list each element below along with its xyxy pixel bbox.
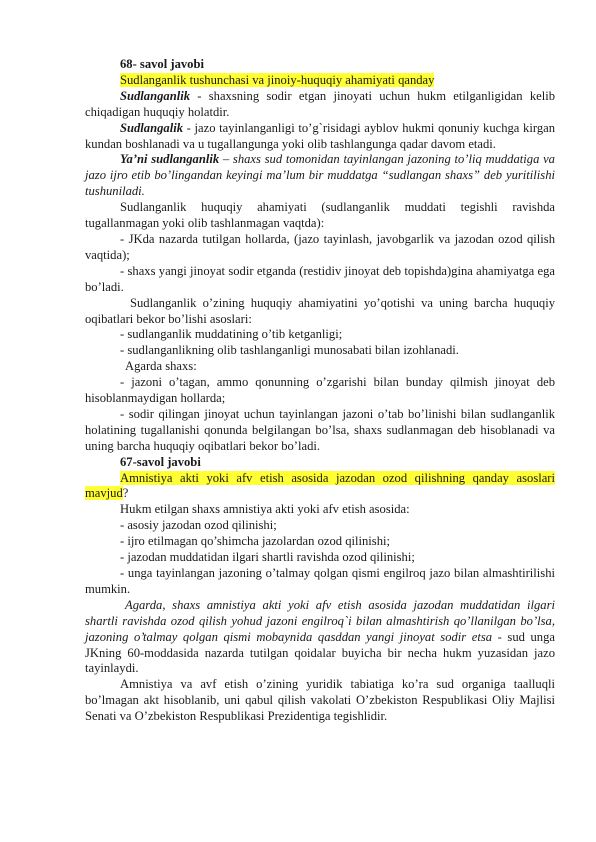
section-68-heading: 68- savol javobi [120,57,204,71]
paragraph: Hukm etilgan shaxs amnistiya akti yoki afv etish asosida: [120,502,410,517]
paragraph: Sudlanganlik huquqiy ahamiyati (sudlanganlik muddati tegishli ravishda tugallanmagan yoki olib tashlanmagan vaqtda): [85,200,555,231]
plain-text: - sud unga JKning 60-moddasida nazarda tutilgan qoidalar buyicha bir necha hukm yuzasidan jazo tayinlaydi. [85,629,555,676]
paragraph: Agarda shaxs: [125,359,197,374]
paragraph [85,598,555,678]
list-item: - shaxs yangi jinoyat sodir etganda (restidiv jinoyat deb topishda)gina ahamiyatga ega bo’ladi. [85,263,555,294]
list-item: - jazoni o’tagan, ammo qonunning o’zgarishi bilan bunday qilmish jinoyat deb hisoblanmaydigan hollarda; [85,375,555,406]
section-68-question [85,73,555,89]
definition-text: - jazo tayinlanganligi to’g`risidagi ayblov hukmi qonuniy kuchga kirgan kundan boshlanadi va u tugallangunga yoki olib tashlangunga qadar davom etadi. [85,120,555,151]
term: Sudlanganlik [120,88,190,103]
term: Ya’ni sudlanganlik [120,152,220,167]
italic-text: Agarda, shaxs amnistiya akti yoki afv etish asosida jazodan muddatidan ilgari shartli ravishda ozod qilish yohud jazoni engilroq`i bilan almashtirish qo’llanilgan bo’lsa, jazoning o’talmay qolgan qismi mobaynida qasddan yangi jinoyat sodir etsa [85,597,555,644]
paragraph: Sudlanganlik o’zining huquqiy ahamiyatini yo’qotishi va uning barcha huquqiy oqibatlari bekor bo’lishi asoslari: [85,295,555,326]
definition-text: – shaxs sud tomonidan tayinlangan jazoning to’liq muddatiga va jazo ijro etib bo’lingandan keyingi ma’lum bir muddatga “sudlangan shaxs” deb yuritilishi tushuniladi. [85,152,555,199]
definition-text: - shaxsning sodir etgan jinoyati uchun hukm etilganligidan kelib chiqadigan huquqiy holatdir. [85,88,555,119]
term: Sudlangalik [120,120,183,135]
section-67-question [85,471,555,503]
highlighted-question: Sudlanganlik tushunchasi va jinoiy-huquqiy ahamiyati qanday [120,72,435,87]
question-mark: ? [122,486,129,501]
list-item: - unga tayinlangan jazoning o’talmay qolgan qismi engilroq jazo bilan almashtirilishi mumkin. [85,566,555,596]
document-page [85,57,555,725]
section-67-heading: 67-savol javobi [120,454,201,469]
list-item: - jazodan muddatidan ilgari shartli ravishda ozod qilinishi; [120,550,415,565]
paragraph [85,121,555,153]
list-item: - sudlanganlikning olib tashlanganligi munosabati bilan izohlanadi. [120,343,459,358]
highlighted-question: Amnistiya akti yoki afv etish asosida jazodan ozod qilishning qanday asoslari mavjud [85,470,555,501]
list-item: - sodir qilingan jinoyat uchun tayinlangan jazoni o’tab bo’linishi bilan sudlanganlik holatining tugallanishi qonunda belgilangan bo’lsa, shaxs sudlanmagan deb hisoblanadi va uning barcha huquqiy oqibatlari bekor bo’ladi. [85,406,555,453]
list-item: - sudlanganlik muddatining o’tib ketganligi; [120,327,343,342]
paragraph [85,89,555,121]
list-item: - asosiy jazodan ozod qilinishi; [120,518,277,533]
paragraph: Amnistiya va avf etish o’zining yuridik tabiatiga ko’ra sud organiga taalluqli bo’lmagan akt hisoblanib, uni qabul qilish vakolati O’zbekiston Respublikasi Oliy Majlisi Senati va O’zbekiston Respublikasi Prezidentiga tegishlidir. [85,677,555,724]
list-item: - ijro etilmagan qo’shimcha jazolardan ozod qilinishi; [120,534,390,549]
list-item: - JKda nazarda tutilgan hollarda, (jazo tayinlash, javobgarlik va jazodan ozod qilish vaqtida); [85,231,555,262]
paragraph [85,152,555,200]
